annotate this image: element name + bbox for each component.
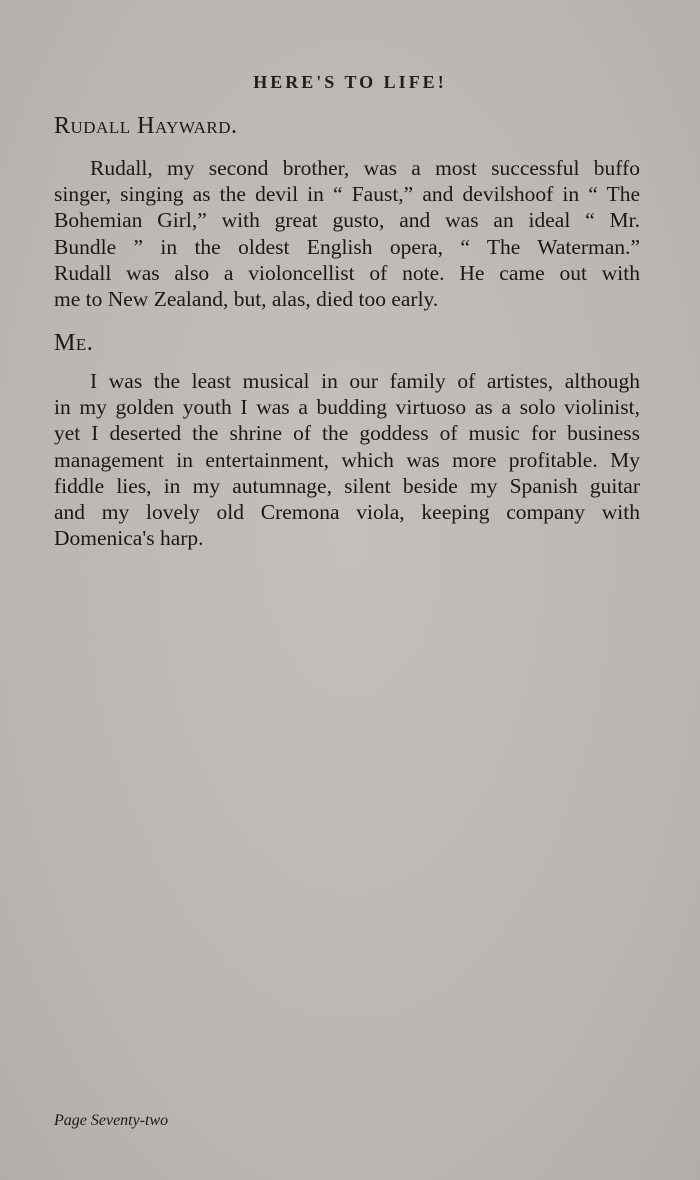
text-line: yet I deserted the shrine of the goddess of music for business [54, 421, 640, 446]
section-heading-me: Me. [54, 330, 94, 356]
text-line: fiddle lies, in my autumnage, silent beside my Spanish guitar [54, 473, 640, 498]
paragraph-rudall-hayward [54, 155, 640, 312]
text-line: I was the least musical in our family of artistes, although [90, 369, 640, 393]
section-heading-rudall-hayward: Rudall Hayward. [54, 113, 238, 139]
text-line: in my golden youth I was a budding virtuoso as a solo violinist, [54, 395, 640, 420]
text-line: Domenica's harp. [54, 526, 204, 551]
text-line: Rudall was also a violoncellist of note. He came out with [54, 260, 640, 285]
text-line: Rudall, my second brother, was a most successful buffo [90, 156, 640, 180]
text-line: management in entertainment, which was more profitable. My [54, 447, 640, 472]
text-line: Bohemian Girl,” with great gusto, and was an ideal “ Mr. [54, 208, 640, 233]
page-number-footer: Page Seventy-two [54, 1112, 169, 1129]
text-line: Bundle ” in the oldest English opera, “ The Waterman.” [54, 234, 640, 259]
paragraph-me [54, 368, 640, 551]
running-head: HERE'S TO LIFE! [253, 72, 447, 92]
text-line: me to New Zealand, but, alas, died too early. [54, 287, 439, 312]
text-line: and my lovely old Cremona viola, keeping company with [54, 500, 640, 525]
text-line: singer, singing as the devil in “ Faust,” and devilshoof in “ The [54, 182, 640, 207]
